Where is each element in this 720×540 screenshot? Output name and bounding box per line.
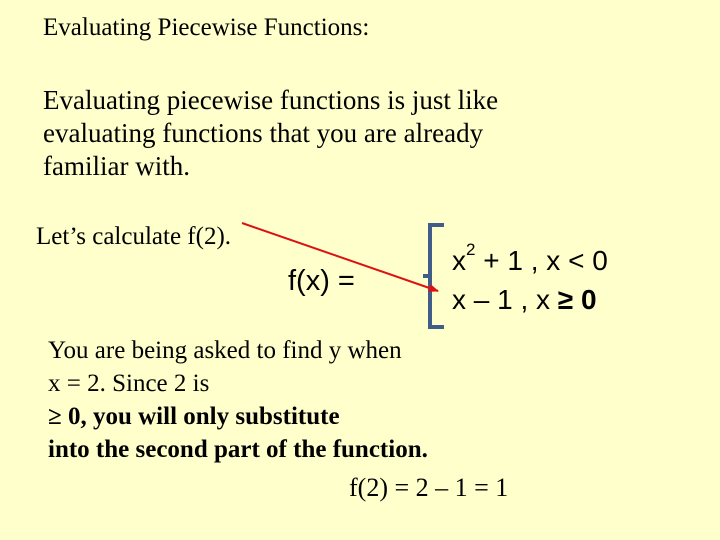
- piecewise-bracket: [423, 225, 444, 327]
- explanation-line-2-plain: x = 2. Since 2 is: [48, 370, 210, 397]
- function-lhs: f(x) =: [288, 265, 355, 297]
- case2-expr: x – 1: [452, 284, 513, 315]
- slide-title: Evaluating Piecewise Functions:: [43, 14, 370, 41]
- intro-line-2: evaluating functions that you are already: [43, 118, 484, 148]
- case2-condition-prefix: , x: [512, 284, 558, 315]
- intro-line-1: Evaluating piecewise functions is just like: [43, 85, 499, 115]
- intro-line-3: familiar with.: [43, 151, 190, 181]
- explanation-line-3: into the second part of the function.: [48, 436, 428, 463]
- pointer-arrow: [242, 223, 438, 291]
- explanation-line-2-bold: ≥ 0, you will only substitute: [48, 403, 340, 430]
- case2-condition-bold: ≥ 0: [557, 284, 597, 315]
- piecewise-case-1: [452, 240, 608, 278]
- case1-rest: + 1: [475, 245, 523, 276]
- case1-base: x: [452, 245, 466, 276]
- prompt-text: Let’s calculate f(2).: [36, 223, 232, 250]
- explanation-line-1: You are being asked to find y when: [48, 337, 402, 364]
- case1-exponent: 2: [466, 240, 476, 259]
- case1-condition: , x < 0: [522, 245, 608, 276]
- piecewise-case-2: [452, 283, 597, 317]
- result-equation: f(2) = 2 – 1 = 1: [349, 473, 509, 502]
- explanation-line-2: [48, 367, 428, 433]
- explanation-paragraph: [48, 334, 428, 466]
